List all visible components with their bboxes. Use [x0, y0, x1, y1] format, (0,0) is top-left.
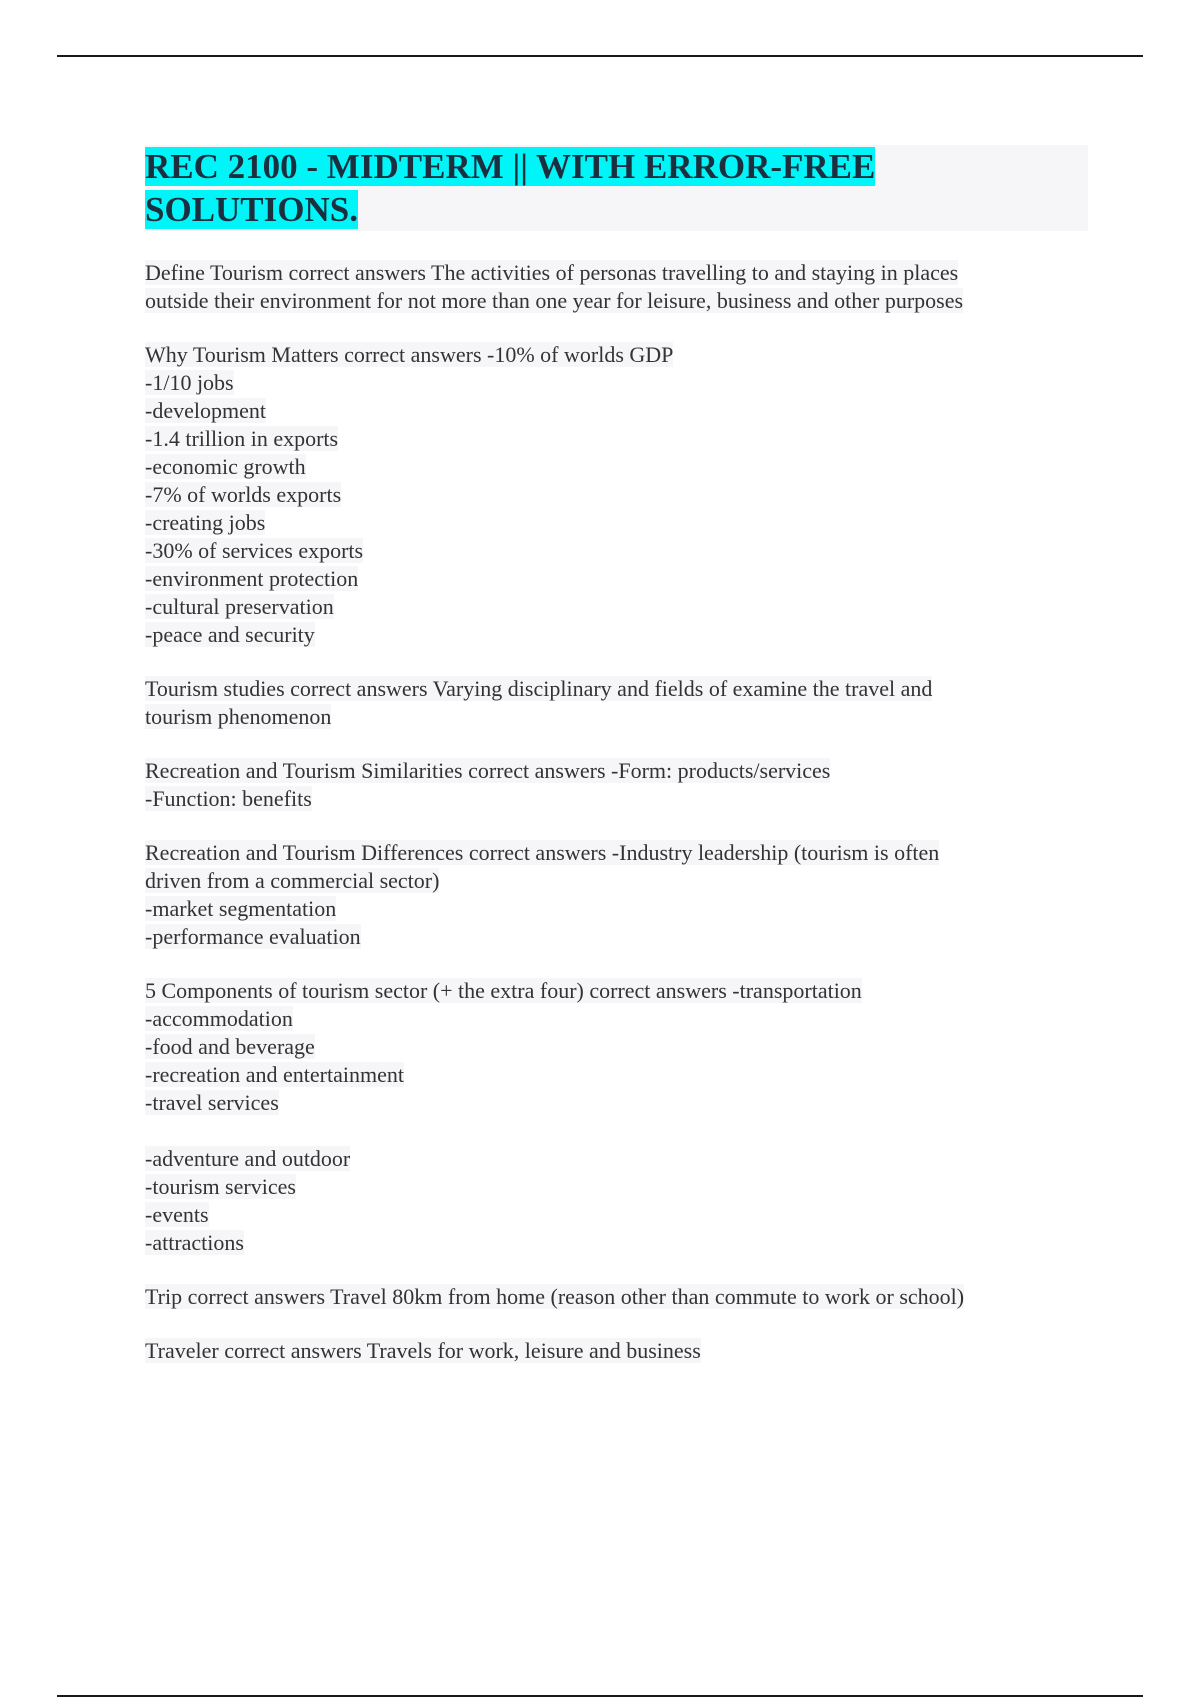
text-line: Define Tourism correct answers The activities of personas travelling to and staying in places: [145, 260, 959, 285]
list-item: -adventure and outdoor: [145, 1146, 351, 1171]
text-line: Traveler correct answers Travels for work, leisure and business: [145, 1338, 701, 1363]
list-item: -market segmentation: [145, 896, 337, 921]
top-rule: [57, 55, 1143, 57]
list-item: -accommodation: [145, 1006, 293, 1031]
qa-tourism-studies: [145, 675, 1090, 731]
text-line: tourism phenomenon: [145, 704, 332, 729]
text-line: Recreation and Tourism Differences correct answers -Industry leadership (tourism is often: [145, 840, 940, 865]
page-title: [145, 145, 905, 231]
list-item: -tourism services: [145, 1174, 296, 1199]
list-item: -travel services: [145, 1090, 279, 1115]
qa-recreation-tourism-differences: [145, 839, 1090, 951]
title-block: [145, 145, 1088, 231]
list-item: -events: [145, 1202, 209, 1227]
text-line: Recreation and Tourism Similarities correct answers -Form: products/services: [145, 758, 831, 783]
title-line-2: SOLUTIONS.: [145, 190, 358, 229]
list-item: -cultural preservation: [145, 594, 334, 619]
document-page: [145, 145, 1090, 1391]
text-line: driven from a commercial sector): [145, 868, 440, 893]
list-item: -environment protection: [145, 566, 359, 591]
title-line-1: REC 2100 - MIDTERM || WITH ERROR-FREE: [145, 147, 876, 186]
qa-why-tourism-matters: [145, 341, 1090, 649]
list-item: -peace and security: [145, 622, 315, 647]
text-line: Why Tourism Matters correct answers -10% of worlds GDP: [145, 342, 674, 367]
text-line: 5 Components of tourism sector (+ the extra four) correct answers -transportation: [145, 978, 862, 1003]
qa-trip: [145, 1283, 1090, 1311]
list-item: -attractions: [145, 1230, 244, 1255]
qa-define-tourism: [145, 259, 1090, 315]
list-item: -economic growth: [145, 454, 306, 479]
spacer: [145, 1117, 1090, 1145]
list-item: -Function: benefits: [145, 786, 312, 811]
qa-recreation-tourism-similarities: [145, 757, 1090, 813]
list-item: -development: [145, 398, 266, 423]
list-item: -30% of services exports: [145, 538, 364, 563]
list-item: -1/10 jobs: [145, 370, 234, 395]
qa-traveler: [145, 1337, 1090, 1365]
text-line: Tourism studies correct answers Varying disciplinary and fields of examine the travel and: [145, 676, 933, 701]
list-item: -creating jobs: [145, 510, 266, 535]
text-line: outside their environment for not more than one year for leisure, business and other purposes: [145, 288, 964, 313]
list-item: -performance evaluation: [145, 924, 361, 949]
list-item: -7% of worlds exports: [145, 482, 342, 507]
list-item: -1.4 trillion in exports: [145, 426, 339, 451]
qa-components-of-tourism: [145, 977, 1090, 1257]
bottom-rule: [57, 1695, 1143, 1697]
list-item: -recreation and entertainment: [145, 1062, 404, 1087]
list-item: -food and beverage: [145, 1034, 315, 1059]
text-line: Trip correct answers Travel 80km from home (reason other than commute to work or school): [145, 1284, 965, 1309]
